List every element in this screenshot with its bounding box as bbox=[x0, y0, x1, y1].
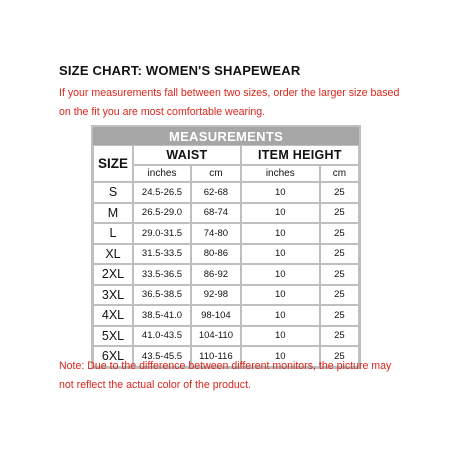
table-row bbox=[93, 182, 359, 203]
waist-cm-cell: 74-80 bbox=[191, 223, 241, 244]
size-cell: 5XL bbox=[93, 326, 133, 347]
waist-inches-cell: 29.0-31.5 bbox=[133, 223, 191, 244]
size-cell: M bbox=[93, 203, 133, 224]
waist-cm-cell: 62-68 bbox=[191, 182, 241, 203]
waist-cm-cell: 92-98 bbox=[191, 285, 241, 306]
size-cell: S bbox=[93, 182, 133, 203]
waist-cm-cell: 80-86 bbox=[191, 244, 241, 265]
height-cm-cell: 25 bbox=[320, 285, 359, 306]
table-row bbox=[93, 326, 359, 347]
waist-inches-cell: 36.5-38.5 bbox=[133, 285, 191, 306]
table-row bbox=[93, 264, 359, 285]
page-title: SIZE CHART: WOMEN'S SHAPEWEAR bbox=[59, 63, 301, 78]
waist-inches-cell: 24.5-26.5 bbox=[133, 182, 191, 203]
waist-cm-cell: 110-116 bbox=[191, 346, 241, 367]
waist-inches-cell: 38.5-41.0 bbox=[133, 305, 191, 326]
unit-header: cm bbox=[320, 165, 359, 182]
height-inches-cell: 10 bbox=[241, 182, 320, 203]
size-cell: 3XL bbox=[93, 285, 133, 306]
height-cm-cell: 25 bbox=[320, 326, 359, 347]
height-inches-cell: 10 bbox=[241, 223, 320, 244]
waist-cm-cell: 104-110 bbox=[191, 326, 241, 347]
height-inches-cell: 10 bbox=[241, 285, 320, 306]
unit-header: cm bbox=[191, 165, 241, 182]
height-cm-cell: 25 bbox=[320, 203, 359, 224]
size-cell: 6XL bbox=[93, 346, 133, 367]
measurements-header: MEASUREMENTS bbox=[93, 127, 359, 145]
waist-inches-cell: 41.0-43.5 bbox=[133, 326, 191, 347]
height-cm-cell: 25 bbox=[320, 223, 359, 244]
height-inches-cell: 10 bbox=[241, 264, 320, 285]
size-advice-text: If your measurements fall between two sizes, order the larger size based on the fit you are most comfortable wearing. bbox=[59, 87, 400, 118]
size-cell: L bbox=[93, 223, 133, 244]
table-row bbox=[93, 203, 359, 224]
waist-inches-cell: 43.5-45.5 bbox=[133, 346, 191, 367]
height-inches-cell: 10 bbox=[241, 346, 320, 367]
height-cm-cell: 25 bbox=[320, 305, 359, 326]
table-row bbox=[93, 244, 359, 265]
size-cell: 4XL bbox=[93, 305, 133, 326]
waist-inches-cell: 31.5-33.5 bbox=[133, 244, 191, 265]
height-cm-cell: 25 bbox=[320, 346, 359, 367]
height-inches-cell: 10 bbox=[241, 326, 320, 347]
table-row bbox=[93, 305, 359, 326]
size-cell: 2XL bbox=[93, 264, 133, 285]
height-inches-cell: 10 bbox=[241, 305, 320, 326]
size-column-header: SIZE bbox=[93, 145, 133, 182]
waist-inches-cell: 26.5-29.0 bbox=[133, 203, 191, 224]
waist-inches-cell: 33.5-36.5 bbox=[133, 264, 191, 285]
table-row bbox=[93, 223, 359, 244]
waist-header: WAIST bbox=[133, 145, 241, 165]
height-cm-cell: 25 bbox=[320, 264, 359, 285]
height-inches-cell: 10 bbox=[241, 203, 320, 224]
height-inches-cell: 10 bbox=[241, 244, 320, 265]
waist-cm-cell: 86-92 bbox=[191, 264, 241, 285]
height-cm-cell: 25 bbox=[320, 244, 359, 265]
waist-cm-cell: 68-74 bbox=[191, 203, 241, 224]
unit-header: inches bbox=[241, 165, 320, 182]
unit-header: inches bbox=[133, 165, 191, 182]
monitor-color-note: Note: Due to the difference between different monitors, the picture may not reflect the actual color of the product. bbox=[59, 360, 392, 391]
size-cell: XL bbox=[93, 244, 133, 265]
size-chart-table bbox=[91, 125, 361, 369]
height-cm-cell: 25 bbox=[320, 182, 359, 203]
item-height-header: ITEM HEIGHT bbox=[241, 145, 359, 165]
waist-cm-cell: 98-104 bbox=[191, 305, 241, 326]
table-row bbox=[93, 285, 359, 306]
